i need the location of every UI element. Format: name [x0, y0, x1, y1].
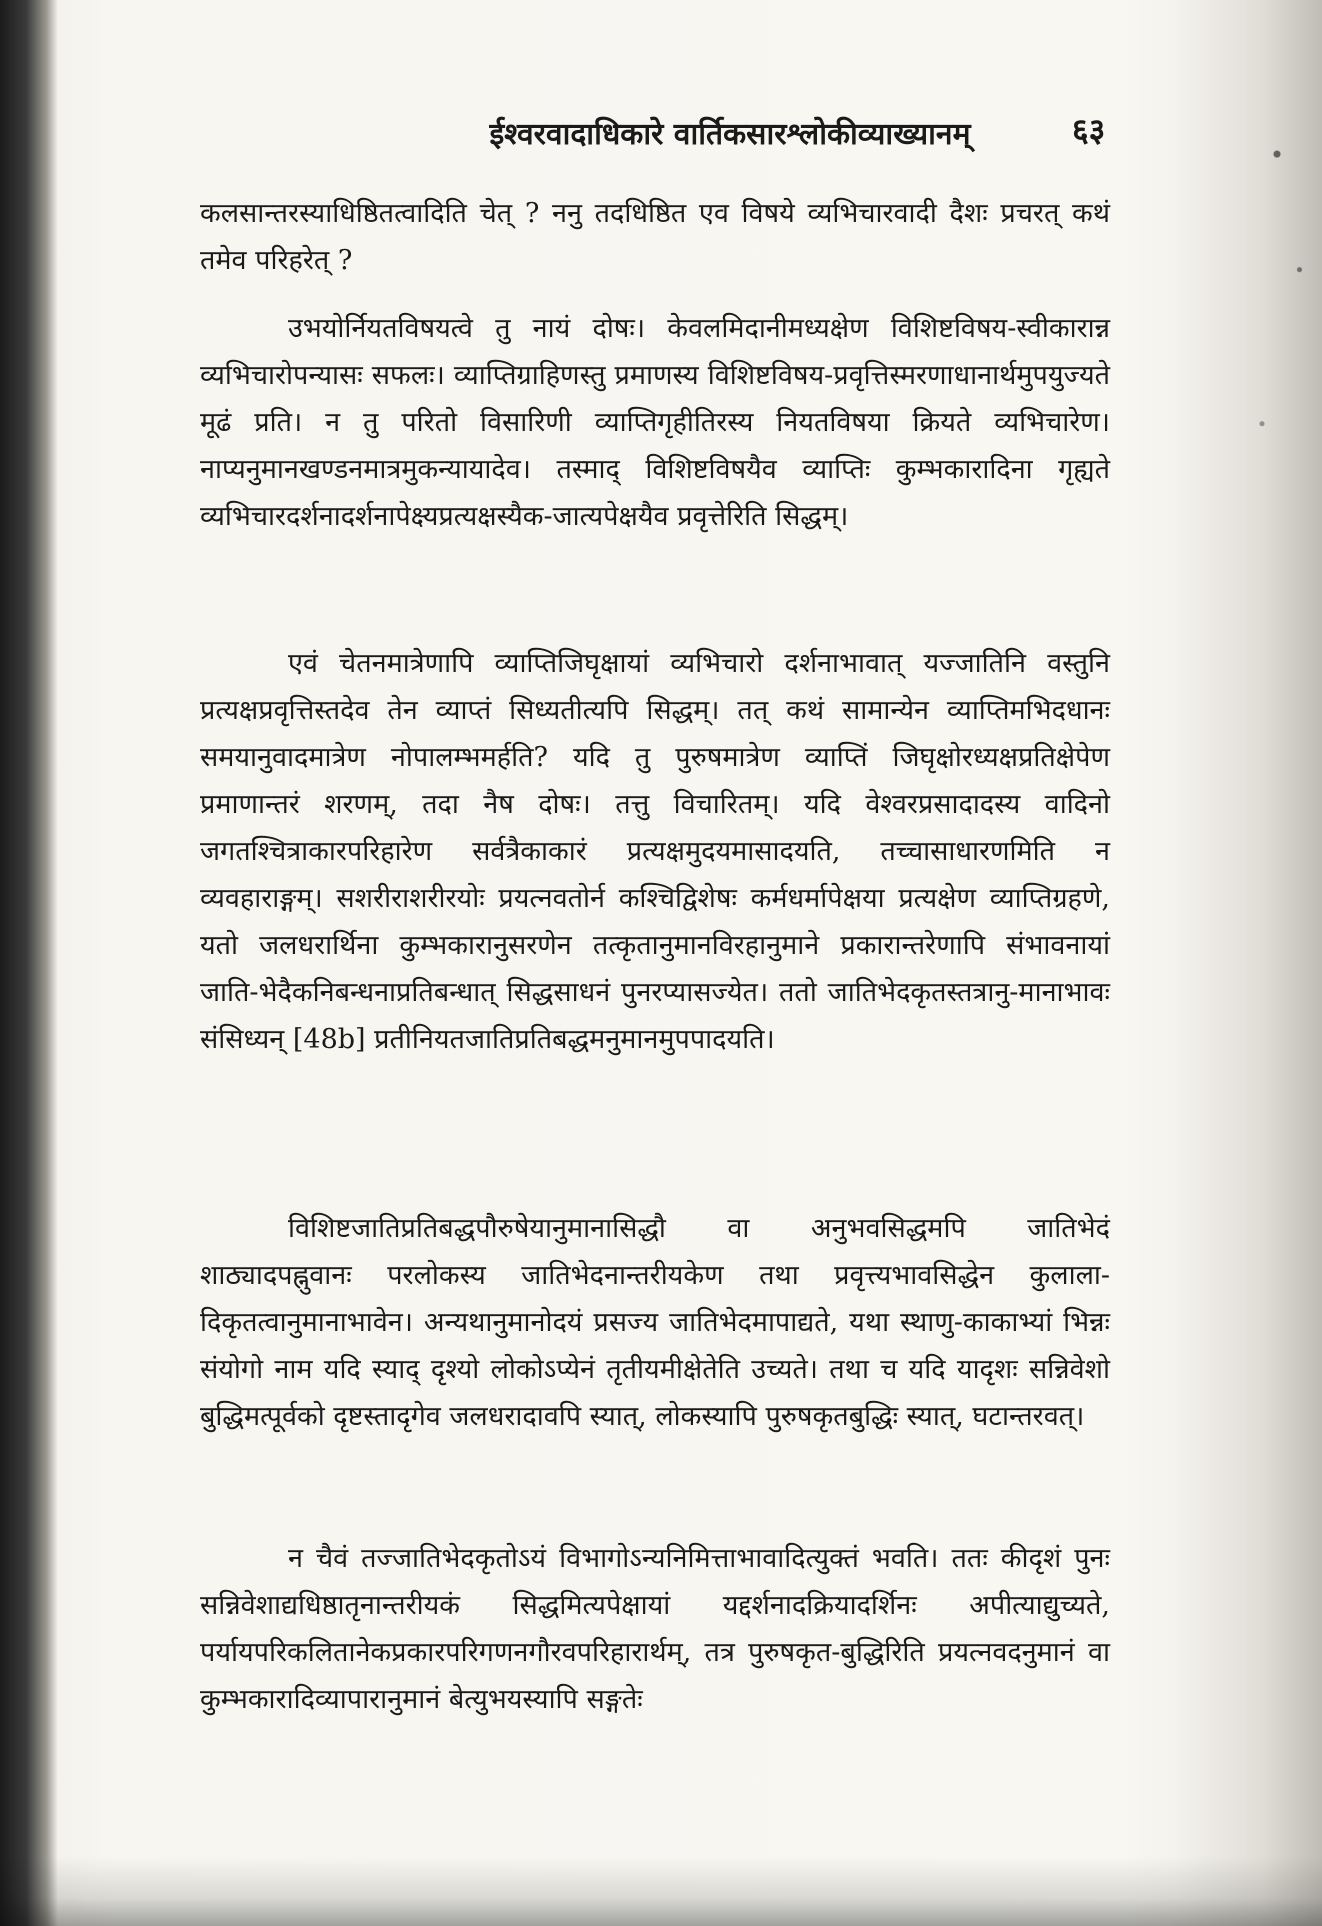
binding-shadow — [0, 0, 58, 1926]
scan-noise-edge — [1172, 0, 1322, 1926]
paragraph-block-3 — [200, 1205, 1110, 1440]
paragraph-continuation — [200, 190, 1110, 284]
paragraph-1: उभयोर्नियतविषयत्वे तु नायं दोषः। केवलमिदानीमध्यक्षेण विशिष्टविषय-स्वीकारान्न व्यभिचारोपन्यासः सफलः। व्याप्तिग्राहिणस्तु प्रमाणस्य विशिष्टविषय-प्रवृत्तिस्मरणाधानार्थमुपयुज्यते मूढं प्रति। न तु परितो विसारिणी व्याप्तिगृहीतिरस्य नियतविषया क्रियते व्यभिचारेण। नाप्यनुमानखण्डनमात्रमुकन्यायादेव। तस्माद् विशिष्टविषयैव व्याप्तिः कुम्भकारादिना गृह्यते व्यभिचारदर्शनादर्शनापेक्ष्यप्रत्यक्षस्यैक-जात्यपेक्षयैव प्रवृत्तेरिति सिद्धम्। — [200, 313, 1110, 532]
paragraph-block-4 — [200, 1535, 1110, 1723]
paragraph-block-1 — [200, 305, 1110, 540]
paragraph-4: न चैवं तज्जातिभेदकृतोऽयं विभागोऽन्यनिमित्ताभावादित्युक्तं भवति। ततः कीदृशं पुनः सन्निवेशाद्यधिष्ठातृनान्तरीयकं सिद्धमित्यपेक्षायां यद्दर्शनादक्रियादर्शिनः अपीत्याद्युच्यते, पर्यायपरिकलितानेकप्रकारपरिगणनगौरवपरिहारार्थम्, तत्र पुरुषकृत-बुद्धिरिति प्रयत्नवदनुमानं वा कुम्भकारादिव्यापारानुमानं बेत्युभयस्यापि सङ्गतेः — [200, 1543, 1110, 1715]
page-number: ६३ — [1072, 111, 1106, 149]
running-header: ईश्वरवादाधिकारे वार्तिकसारश्लोकीव्याख्यानम् — [489, 117, 971, 152]
paragraph-2: एवं चेतनमात्रेणापि व्याप्तिजिघृक्षायां व्यभिचारो दर्शनाभावात् यज्जातिनि वस्तुनि प्रत्यक्षप्रवृत्तिस्तदेव तेन व्याप्तं सिध्यतीत्यपि सिद्धम्। तत् कथं सामान्येन व्याप्तिमभिदधानः समयानुवादमात्रेण नोपालम्भमर्हति? यदि तु पुरुषमात्रेण व्याप्तिं जिघृक्षोरध्यक्षप्रतिक्षेपेण प्रमाणान्तरं शरणम्, तदा नैष दोषः। तत्तु विचारितम्। यदि वेश्वरप्रसादादस्य वादिनो जगतश्चित्राकारपरिहारेण सर्वत्रैकाकारं प्रत्यक्षमुदयमासादयति, तच्चासाधारणमिति न व्यवहाराङ्गम्। सशरीराशरीरयोः प्रयत्नवतोर्न कश्चिद्विशेषः कर्मधर्मापेक्षया प्रत्यक्षेण व्याप्तिग्रहणे, यतो जलधरार्थिना कुम्भकारानुसरणेन तत्कृतानुमानविरहानुमाने प्रकारान्तरेणापि संभावनायां जाति-भेदैकनिबन्धनाप्रतिबन्धात् सिद्धसाधनं पुनरप्यासज्येत। ततो जातिभेदकृतस्तत्रानु-मानाभावः संसिध्यन् [48b] प्रतीनियतजातिप्रतिबद्धमनुमानमुपपादयति। — [200, 648, 1110, 1055]
paragraph-block-2 — [200, 640, 1110, 1063]
paragraph-0: कलसान्तरस्याधिष्ठितत्वादिति चेत् ? ननु तदधिष्ठित एव विषये व्यभिचारवादी दैशः प्रचरत् कथं तमेव परिहरेत् ? — [200, 198, 1110, 276]
bottom-shadow — [0, 1856, 1322, 1926]
paragraph-3: विशिष्टजातिप्रतिबद्धपौरुषेयानुमानासिद्धौ वा अनुभवसिद्धमपि जातिभेदं शाठ्यादपह्नुवानः परलोकस्य जातिभेदनान्तरीयकेण तथा प्रवृत्त्यभावसिद्धेन कुलाला-दिकृतत्वानुमानाभावेन। अन्यथानुमानोदयं प्रसज्य जातिभेदमापाद्यते, यथा स्थाणु-काकाभ्यां भिन्नः संयोगो नाम यदि स्याद् दृश्यो लोकोऽप्येनं तृतीयमीक्षेतेति उच्यते। तथा च यदि यादृशः सन्निवेशो बुद्धिमत्पूर्वको दृष्टस्तादृगेव जलधरादावपि स्यात्, लोकस्यापि पुरुषकृतबुद्धिः स्यात्, घटान्तरवत्। — [200, 1213, 1110, 1432]
